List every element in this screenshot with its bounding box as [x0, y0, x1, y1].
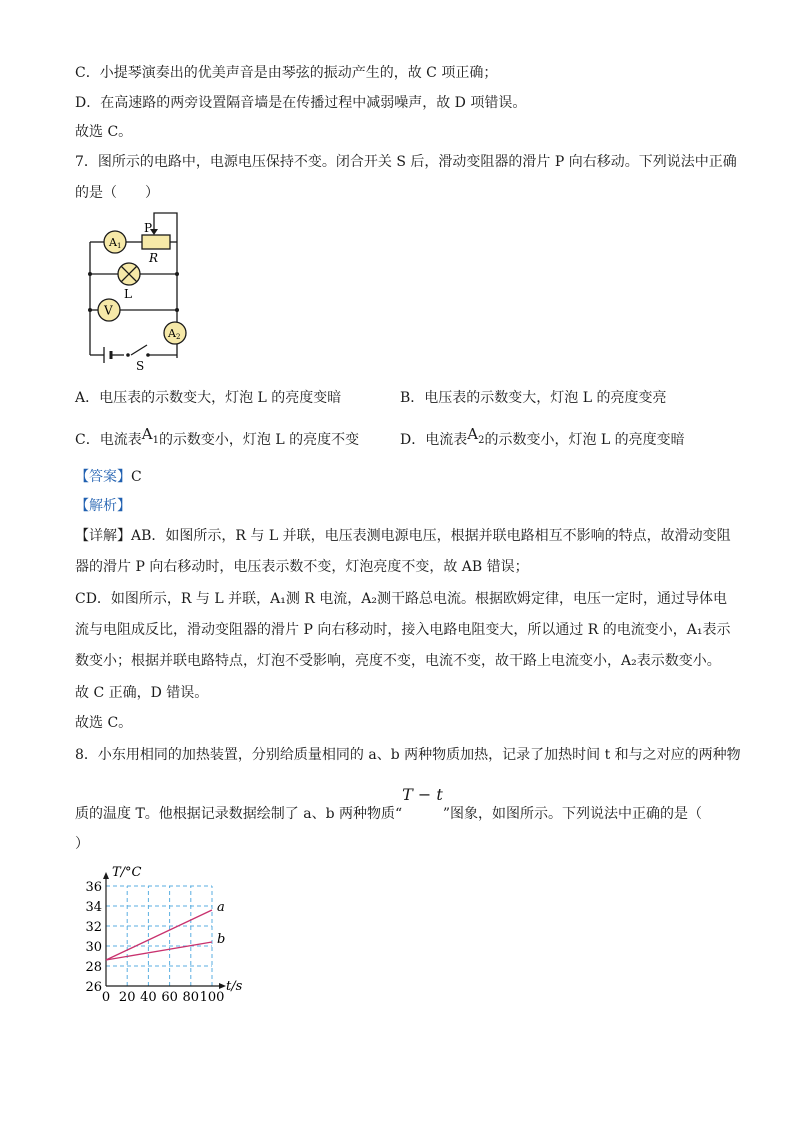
ammeter-a2-label: A — [168, 327, 176, 340]
lamp-label: L — [124, 287, 132, 301]
x-tick-label: 40 — [140, 990, 157, 1005]
y-tick-label: 32 — [85, 920, 102, 935]
detail-line2: 器的滑片 P 向右移动时，电压表示数不变，灯泡亮度不变，故 AB 错误； — [75, 559, 529, 575]
rheostat-label: R — [149, 251, 159, 265]
prev-option-c-line: C．小提琴演奏出的优美声音是由琴弦的振动产生的，故 C 项正确； — [75, 65, 498, 81]
q7-choose-line: 故选 C。 — [75, 715, 133, 731]
q7-circuit-diagram — [80, 206, 220, 371]
x-tick-label: 0 — [101, 990, 111, 1005]
answer-value: C — [131, 469, 142, 485]
formula-t-minus-t: T − t — [402, 785, 443, 804]
y-axis-arrow — [103, 872, 109, 879]
y-tick-label: 36 — [85, 880, 102, 895]
q7-stem-line1: 7．图所示的电路中，电源电压保持不变。闭合开关 S 后，滑动变阻器的滑片 P 向右移动。下列说法中正确 — [75, 154, 737, 170]
series-line-b — [106, 942, 212, 960]
slider-label: P — [144, 221, 153, 235]
detail-label: 【详解】 — [75, 528, 131, 544]
q8-stem-line1: 8．小东用相同的加热装置，分别给质量相同的 a、b 两种物质加热，记录了加热时间 t 和与之对应的两种物 — [75, 747, 741, 763]
series-line-a — [106, 910, 212, 960]
q7-option-a: A．电压表的示数变大，灯泡 L 的亮度变暗 — [75, 390, 342, 406]
ammeter-a1-label: A — [109, 236, 117, 249]
switch-label: S — [136, 359, 145, 371]
prev-option-d-line: D．在高速路的两旁设置隔音墙是在传播过程中减弱噪声，故 D 项错误。 — [75, 95, 527, 111]
q7-stem-line2: 的是（ ） — [75, 185, 159, 201]
voltmeter-label: V — [104, 303, 113, 318]
detail-line1: 【详解】AB．如图所示，R 与 L 并联，电压表测电源电压，根据并联电路相互不影响的特点，故滑动变阻 — [75, 528, 731, 544]
q8-stem-line3: ） — [75, 836, 89, 852]
q7-option-d: D．电流表A2的示数变小，灯泡 L 的亮度变暗 — [400, 425, 685, 448]
q8-stem-line2: 质的温度 T。他根据记录数据绘制了 a、b 两种物质“T − t”图象，如图所示。下列说法中正确的是（ — [75, 785, 702, 822]
y-axis-label: T/°C — [112, 865, 142, 880]
svg-text:2: 2 — [176, 333, 181, 341]
x-tick-label: 80 — [182, 990, 200, 1005]
x-axis-arrow — [219, 983, 226, 989]
y-tick-label: 28 — [85, 960, 102, 975]
y-tick-label: 34 — [85, 900, 102, 915]
detail-line5: 数变小；根据并联电路特点，灯泡不受影响，亮度不变，电流不变，故干路上电流变小，A₂表示数变小。 — [75, 653, 721, 669]
rheostat-resistor — [142, 235, 170, 249]
q7-option-b: B．电压表的示数变大，灯泡 L 的亮度变亮 — [400, 390, 667, 406]
detail-line6: 故 C 正确，D 错误。 — [75, 685, 209, 701]
prev-choose-line: 故选 C。 — [75, 124, 133, 140]
detail-line3: CD．如图所示，R 与 L 并联，A₁测 R 电流，A₂测干路总电流。根据欧姆定律，电压一定时，通过导体电 — [75, 591, 728, 607]
detail-line4: 流与电阻成反比，滑动变阻器的滑片 P 向右移动时，接入电路电阻变大，所以通过 R 的电流变小，A₁表示 — [75, 622, 731, 638]
y-tick-label: 26 — [85, 980, 102, 995]
y-tick-label: 30 — [85, 940, 102, 955]
svg-text:1: 1 — [117, 242, 122, 250]
x-tick-label: 60 — [161, 990, 178, 1005]
analysis-label: 【解析】 — [75, 498, 131, 514]
answer-label: 【答案】 — [75, 469, 131, 485]
series-label-a: a — [217, 900, 225, 915]
x-tick-label: 100 — [199, 990, 225, 1005]
x-tick-label: 20 — [118, 990, 136, 1005]
series-label-b: b — [217, 932, 226, 947]
x-axis-label: t/s — [226, 979, 243, 994]
q8-temperature-time-chart — [80, 860, 270, 1010]
q7-option-c: C．电流表A1的示数变小，灯泡 L 的亮度不变 — [75, 425, 360, 448]
q7-answer-line — [75, 467, 142, 487]
